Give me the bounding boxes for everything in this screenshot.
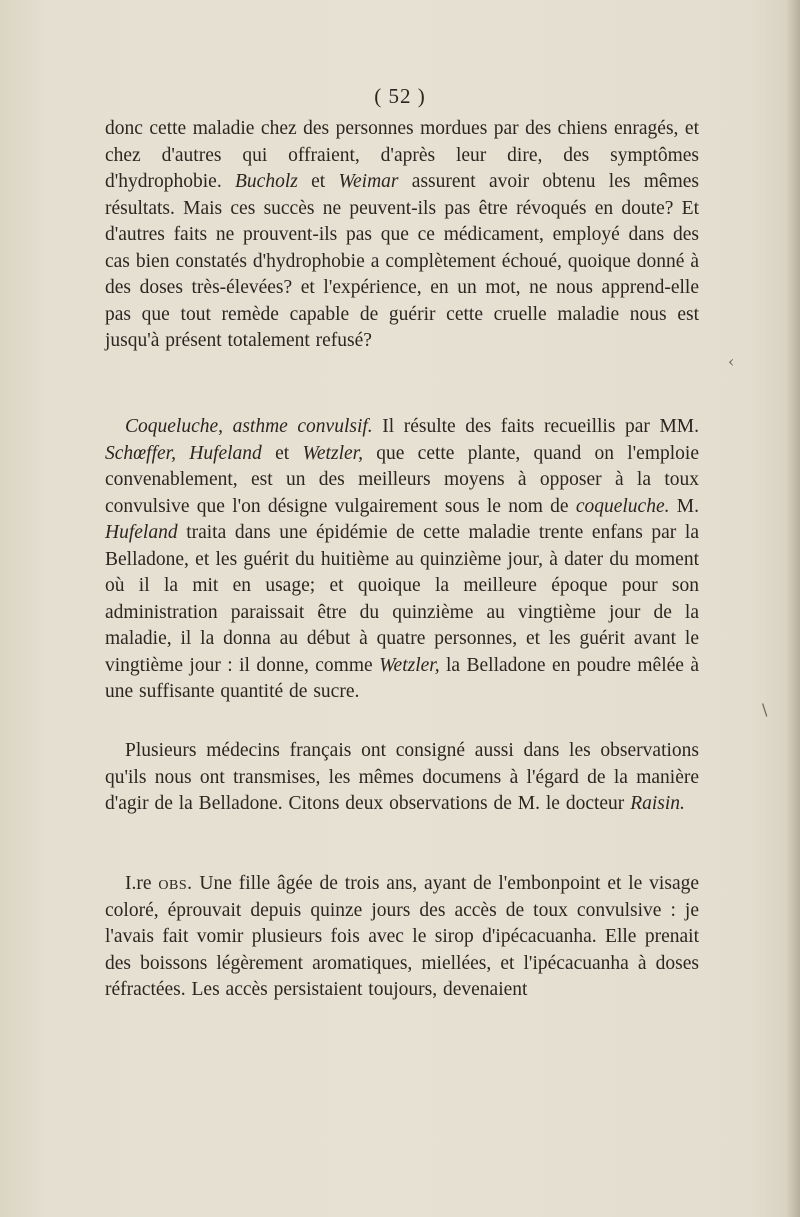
author-name: Wetzler,: [302, 442, 363, 464]
text-run: assurent avoir obtenu les mêmes résultats. Mais ces succès ne peuvent-ils pas être révoqués en doute? Et d'autres faits ne prouvent-ils pas que ce médicament, employé dans des cas bien constatés d'hydrophobie a complètement échoué, quoique donné à des doses très-élevées? et l'expérience, en un mot, ne nous apprend-elle pas que tout remède capable de guérir cette cruelle maladie nous est jusqu'à présent totalement refusé?: [105, 171, 699, 351]
section-heading: Coqueluche, asthme convulsif.: [125, 416, 373, 437]
page-number: ( 52 ): [374, 84, 426, 108]
text-run: Il résulte des faits recueillis par MM.: [372, 416, 699, 437]
margin-mark-icon: ‹: [728, 352, 735, 371]
text-run: donc cette maladie chez des personnes mordues par des chiens enragés, et chez d'autres qui offraient, d'après leur dire, des symptômes d'hydrophobie.: [105, 118, 699, 192]
author-name: Hufeland: [105, 522, 178, 543]
paragraph-coqueluche: [105, 414, 699, 706]
text-run: et: [261, 442, 303, 464]
text-run: que cette plante, quand on l'emploie convenablement, est un des meilleurs moyens à opposer à la toux convulsive que l'on désigne vulgairement sous le nom de: [105, 442, 699, 517]
paragraph-hydrophobia: [105, 116, 699, 355]
text-run: Plusieurs médecins français ont consigné aussi dans les observations qu'ils nous ont transmises, les mêmes documens à l'égard de la manière d'agir de la Belladone. Citons deux observations de M. le docteur: [105, 740, 699, 814]
author-name: Weimar: [338, 171, 399, 192]
text-run: traita dans une épidémie de cette maladie trente enfans par la Belladone, et les guérit du huitième au quinzième jour, à dater du moment où il la mit en usage; et quoique la meilleure époque pour son administration paraissait être du quinzième au vingtième jour de la maladie, il la donna au début à quatre personnes, et les guérit avant le vingtième jour : il donne, comme: [105, 522, 699, 676]
author-name: Schœffer, Hufeland: [105, 442, 262, 464]
margin-mark-icon: \: [762, 700, 768, 719]
text-run: M.: [669, 495, 699, 517]
text-run: Une fille âgée de trois ans, ayant de l'embonpoint et le visage coloré, éprouvait depuis quinze jours des accès de toux convulsive : je l'avais fait vomir plusieurs fois avec le sirop d'ipécacuanha. Elle prenait des boissons légèrement aromatiques, miellées, et l'ipécacuanha à doses réfractées. Les accès persistaient toujours, devenaient: [105, 873, 699, 1000]
paragraph-french-doctors: [105, 738, 699, 818]
author-name: Bucholz: [235, 171, 298, 192]
term: coqueluche.: [575, 495, 670, 517]
text-run: et: [297, 171, 339, 192]
text-run: la Belladone en poudre mêlée à une suffisante quantité de sucre.: [105, 654, 699, 702]
paragraph-observation-1: [105, 871, 699, 1004]
author-name: Raisin.: [630, 793, 685, 814]
page-edge-shadow: [786, 0, 800, 1217]
author-name: Wetzler,: [379, 654, 440, 676]
observation-abbrev: obs.: [158, 873, 193, 894]
observation-label: I.re: [125, 873, 152, 894]
